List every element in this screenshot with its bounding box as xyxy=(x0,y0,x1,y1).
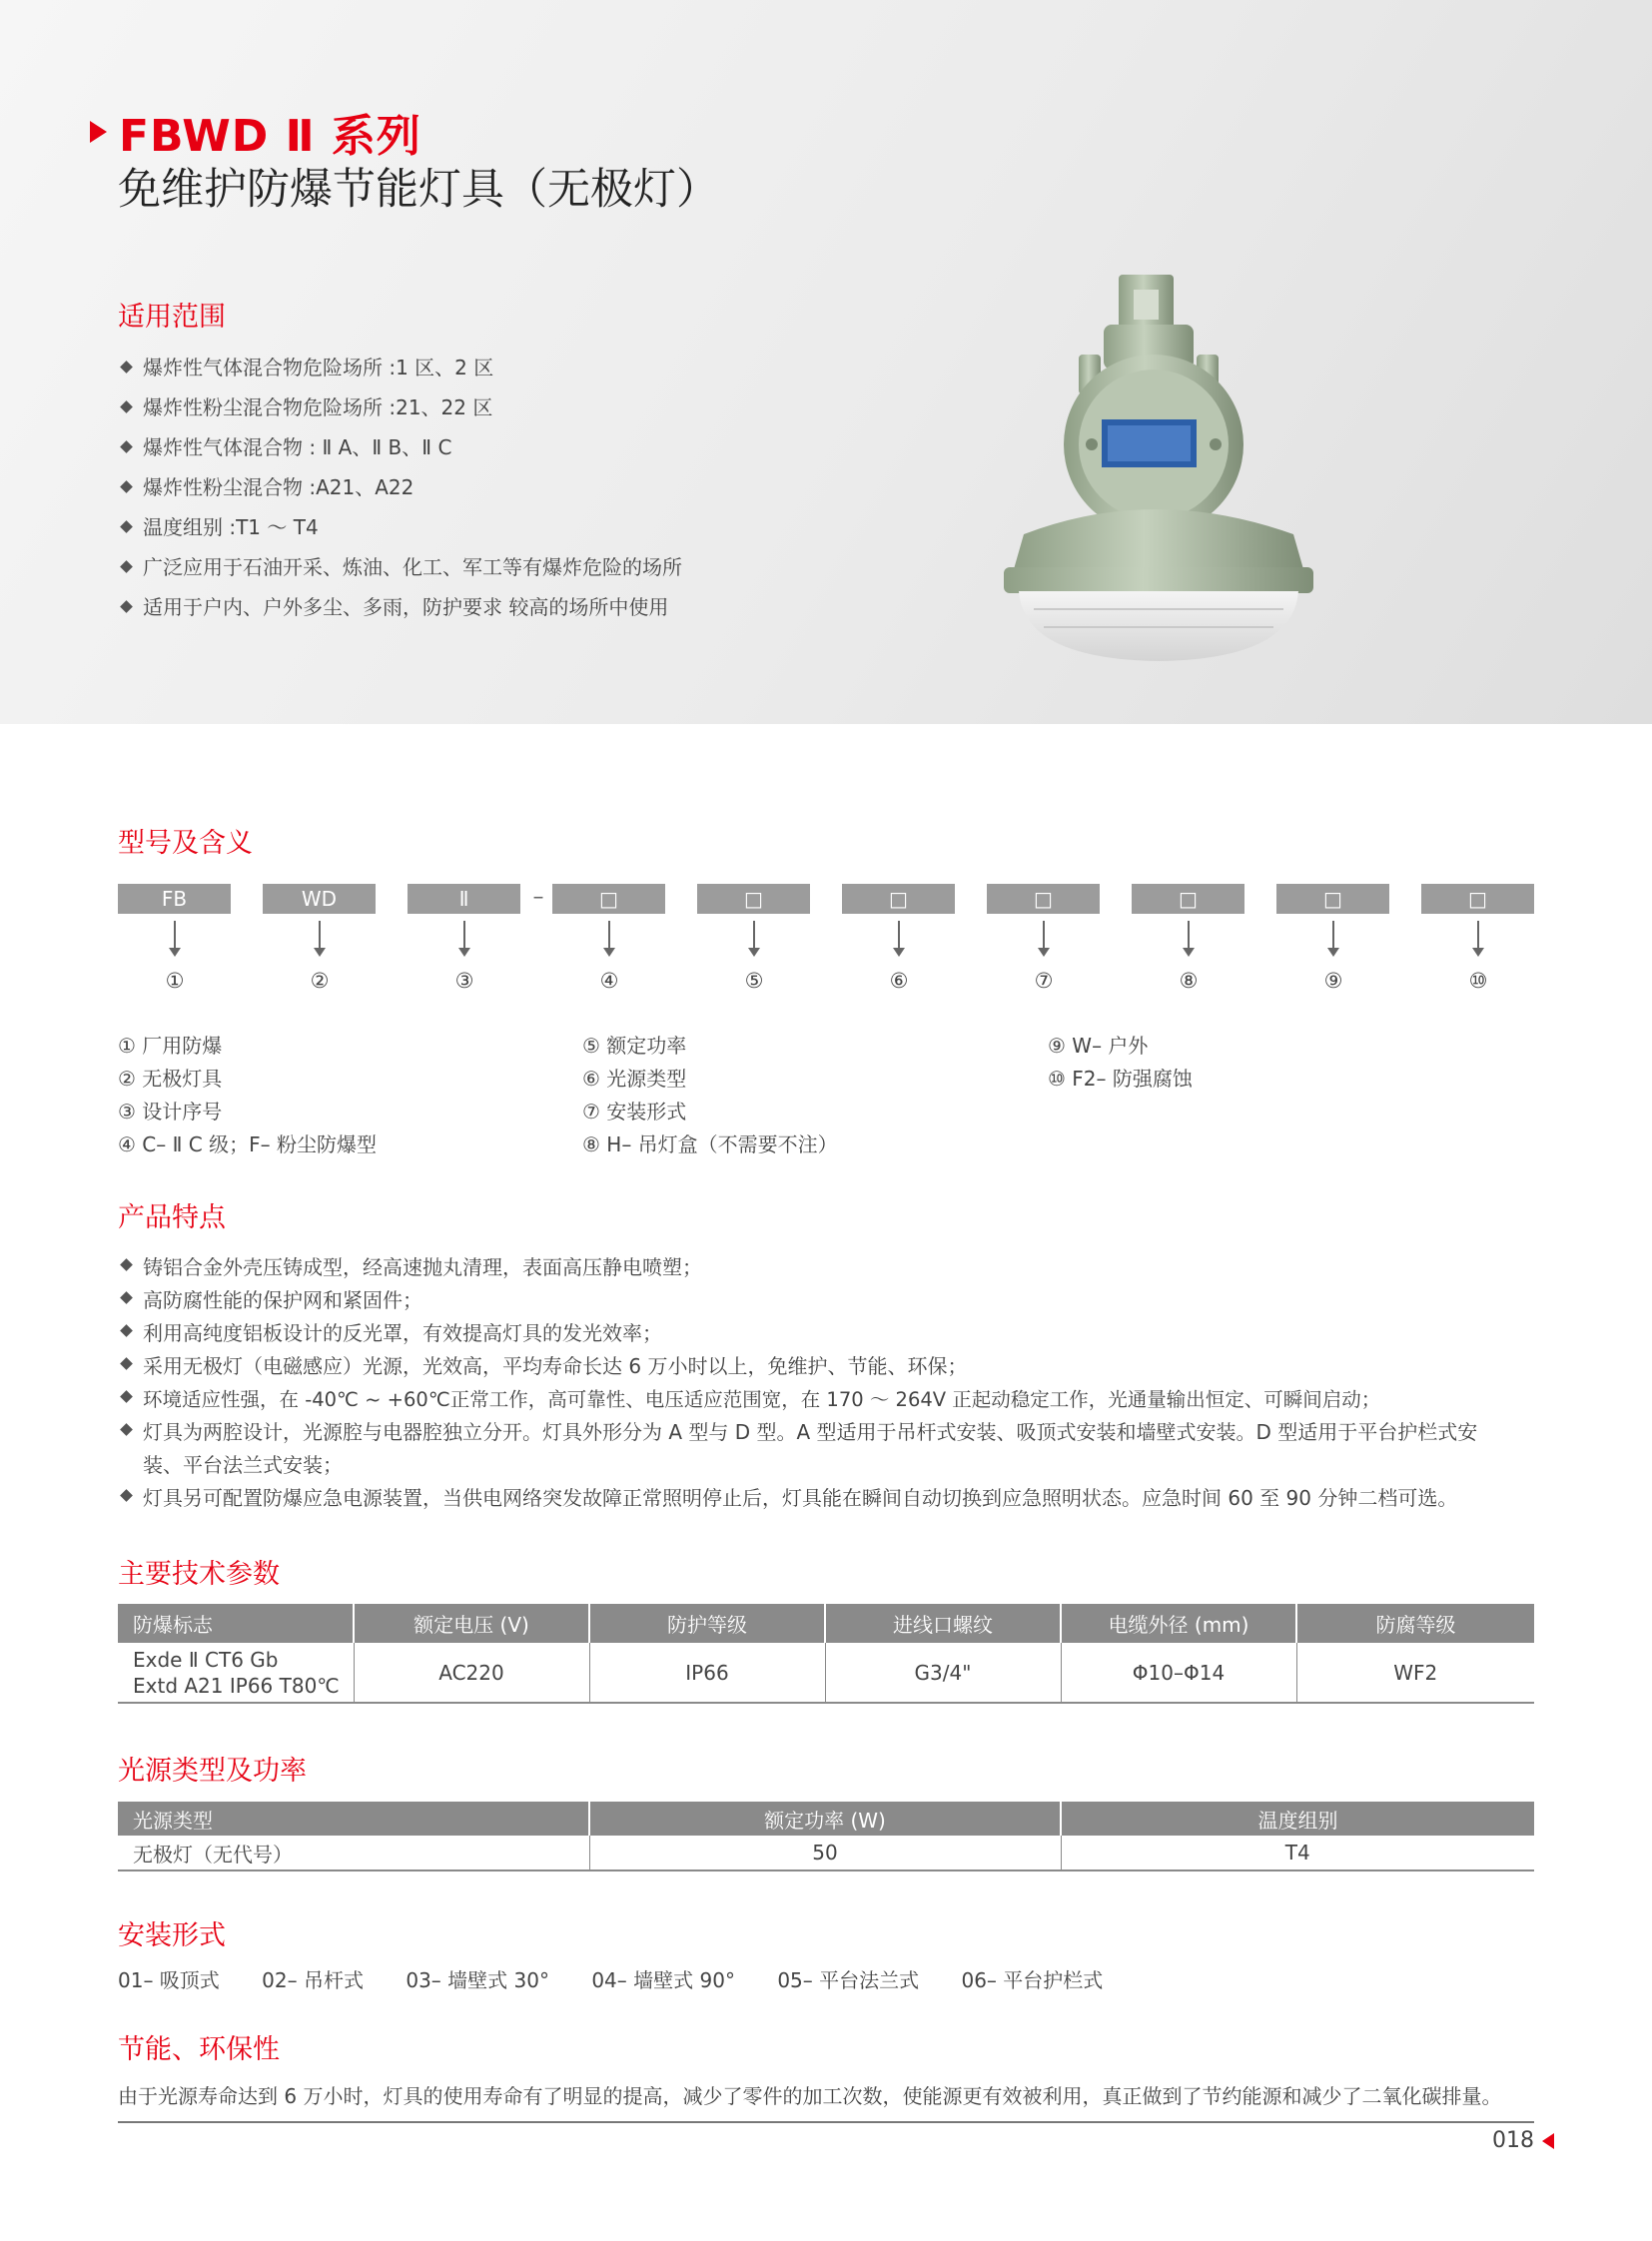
list-item: 广泛应用于石油开采、炼油、化工、军工等有爆炸危险的场所 xyxy=(118,553,682,593)
table-row xyxy=(118,1836,1534,1870)
down-arrow-icon xyxy=(1332,921,1334,951)
light-title: 光源类型及功率 xyxy=(118,1756,307,1787)
code-number: ⑤ xyxy=(744,969,764,993)
series-name: FBWD Ⅱ 系列 xyxy=(119,111,421,162)
mount-option: 04– 墙壁式 90° xyxy=(591,1968,735,1992)
diamond-bullet-icon xyxy=(120,1258,133,1271)
list-item: 适用于户内、户外多尘、多雨，防护要求 较高的场所中使用 xyxy=(118,593,682,633)
table-row xyxy=(118,1643,1534,1703)
column-header: 防腐等级 xyxy=(1296,1604,1534,1643)
light-table xyxy=(118,1802,1534,1871)
code-number: ⑩ xyxy=(1468,969,1488,993)
column-header: 额定电压 (V) xyxy=(354,1604,589,1643)
code-number: ① xyxy=(165,969,185,993)
model-code-row xyxy=(118,884,1534,914)
down-arrow-icon xyxy=(1043,921,1045,951)
diamond-bullet-icon xyxy=(120,600,133,613)
temp-class-cell: T4 xyxy=(1061,1836,1534,1870)
diamond-bullet-icon xyxy=(120,361,133,374)
table-header-row xyxy=(118,1604,1534,1643)
code-number: ② xyxy=(310,969,330,993)
code-number: ③ xyxy=(454,969,474,993)
list-item: 铸铝合金外壳压铸成型，经高速抛丸清理，表面高压静电喷塑； xyxy=(118,1251,1546,1284)
mount-option: 05– 平台法兰式 xyxy=(777,1968,920,1992)
diamond-bullet-icon xyxy=(120,440,133,453)
list-item: 利用高纯度铝板设计的反光罩，有效提高灯具的发光效率； xyxy=(118,1317,1546,1350)
meaning-column-1 xyxy=(118,1030,377,1161)
meaning-item: ⑦ 安装形式 xyxy=(582,1100,687,1123)
scope-title: 适用范围 xyxy=(118,302,226,333)
series-title xyxy=(90,100,421,164)
list-item: 采用无极灯（电磁感应）光源，光效高，平均寿命长达 6 万小时以上，免维护、节能、环保； xyxy=(118,1350,1546,1383)
list-item: 灯具为两腔设计，光源腔与电器腔独立分开。灯具外形分为 A 型与 D 型。A 型适用于吊杆式安装、吸顶式安装和墙壁式安装。D 型适用于平台护栏式安 装、平台法兰式安装； xyxy=(118,1416,1546,1482)
mount-option: 03– 墙壁式 30° xyxy=(406,1968,549,1992)
column-header: 防爆标志 xyxy=(118,1604,354,1643)
code-box: □ xyxy=(1276,884,1389,914)
meaning-item: ④ C– Ⅱ C 级；F– 粉尘防爆型 xyxy=(118,1132,377,1156)
footer-divider xyxy=(118,2121,1534,2123)
column-header: 进线口螺纹 xyxy=(825,1604,1061,1643)
down-arrow-icon xyxy=(463,921,465,951)
explosion-proof-lamp-image xyxy=(994,270,1323,669)
list-item: 灯具另可配置防爆应急电源装置，当供电网络突发故障正常照明停止后，灯具能在瞬间自动切换到应急照明状态。应急时间 60 至 90 分钟二档可选。 xyxy=(118,1482,1546,1515)
triangle-marker-icon xyxy=(1542,2133,1554,2149)
diamond-bullet-icon xyxy=(120,1423,133,1436)
list-item: 温度组别 :T1 ～ T4 xyxy=(118,513,682,553)
features-list xyxy=(118,1251,1546,1515)
code-box: Ⅱ xyxy=(408,884,520,914)
meaning-item: ② 无极灯具 xyxy=(118,1067,223,1091)
model-title: 型号及含义 xyxy=(118,828,253,859)
meaning-item: ⑤ 额定功率 xyxy=(582,1034,687,1058)
scope-list xyxy=(118,354,682,633)
mount-option: 06– 平台护栏式 xyxy=(961,1968,1104,1992)
diamond-bullet-icon xyxy=(120,1324,133,1337)
diamond-bullet-icon xyxy=(120,1291,133,1304)
meaning-item: ⑨ W– 户外 xyxy=(1048,1034,1149,1058)
eco-title: 节能、环保性 xyxy=(118,2034,280,2065)
diamond-bullet-icon xyxy=(120,400,133,413)
meaning-column-2 xyxy=(582,1030,838,1161)
light-type-cell: 无极灯（无代号） xyxy=(118,1836,589,1870)
column-header: 防护等级 xyxy=(589,1604,825,1643)
code-number: ⑥ xyxy=(889,969,909,993)
column-header: 温度组别 xyxy=(1061,1802,1534,1836)
code-box: □ xyxy=(842,884,955,914)
down-arrow-icon xyxy=(753,921,755,951)
diamond-bullet-icon xyxy=(120,1357,133,1370)
list-item: 爆炸性气体混合物危险场所 :1 区、2 区 xyxy=(118,354,682,393)
corrosion-cell: WF2 xyxy=(1296,1643,1534,1703)
list-item: 环境适应性强，在 -40℃ ~ +60℃正常工作，高可靠性、电压适应范围宽，在 170 ～ 264V 正起动稳定工作，光通量输出恒定、可瞬间启动； xyxy=(118,1383,1546,1416)
code-box: □ xyxy=(552,884,665,914)
code-number: ⑨ xyxy=(1323,969,1343,993)
down-arrow-icon xyxy=(319,921,321,951)
down-arrow-icon xyxy=(174,921,176,951)
ex-mark-cell: Exde Ⅱ CT6 Gb Extd A21 IP66 T80℃ xyxy=(118,1643,354,1703)
cable-cell: Φ10–Φ14 xyxy=(1061,1643,1296,1703)
table-header-row xyxy=(118,1802,1534,1836)
down-arrow-icon xyxy=(1477,921,1479,951)
mount-option: 02– 吊杆式 xyxy=(262,1968,364,1992)
list-item: 爆炸性粉尘混合物 :A21、A22 xyxy=(118,473,682,513)
product-name: 免维护防爆节能灯具（无极灯） xyxy=(118,165,719,215)
code-number: ④ xyxy=(599,969,619,993)
column-header: 额定功率 (W) xyxy=(589,1802,1061,1836)
meaning-item: ③ 设计序号 xyxy=(118,1100,223,1123)
power-cell: 50 xyxy=(589,1836,1061,1870)
code-dash: – xyxy=(532,885,544,910)
eco-paragraph: 由于光源寿命达到 6 万小时，灯具的使用寿命有了明显的提高，减少了零件的加工次数，使能源更有效被利用，真正做到了节约能源和减少了二氧化碳排量。 xyxy=(118,2084,1502,2108)
down-arrow-icon xyxy=(608,921,610,951)
meaning-column-3 xyxy=(1048,1030,1193,1096)
diamond-bullet-icon xyxy=(120,1390,133,1403)
code-box: FB xyxy=(118,884,231,914)
meaning-item: ⑧ H– 吊灯盒（不需要不注） xyxy=(582,1132,838,1156)
code-box: □ xyxy=(697,884,810,914)
meaning-item: ① 厂用防爆 xyxy=(118,1034,223,1058)
code-number: ⑧ xyxy=(1179,969,1199,993)
column-header: 电缆外径 (mm) xyxy=(1061,1604,1296,1643)
meaning-item: ⑩ F2– 防强腐蚀 xyxy=(1048,1067,1193,1091)
voltage-cell: AC220 xyxy=(354,1643,589,1703)
down-arrow-icon xyxy=(1188,921,1190,951)
code-box: □ xyxy=(1132,884,1244,914)
list-item: 高防腐性能的保护网和紧固件； xyxy=(118,1284,1546,1317)
code-box: WD xyxy=(263,884,376,914)
down-arrow-icon xyxy=(898,921,900,951)
mount-options xyxy=(118,1964,1139,1993)
code-box: □ xyxy=(987,884,1100,914)
diamond-bullet-icon xyxy=(120,560,133,573)
list-item: 爆炸性气体混合物 : Ⅱ A、Ⅱ B、Ⅱ C xyxy=(118,433,682,473)
meaning-item: ⑥ 光源类型 xyxy=(582,1067,687,1091)
column-header: 光源类型 xyxy=(118,1802,589,1836)
features-title: 产品特点 xyxy=(118,1202,226,1233)
ip-cell: IP66 xyxy=(589,1643,825,1703)
specs-title: 主要技术参数 xyxy=(118,1559,280,1590)
code-box: □ xyxy=(1421,884,1534,914)
specs-table xyxy=(118,1604,1534,1704)
diamond-bullet-icon xyxy=(120,480,133,493)
mount-title: 安装形式 xyxy=(118,1920,226,1951)
code-number: ⑦ xyxy=(1034,969,1054,993)
diamond-bullet-icon xyxy=(120,520,133,533)
mount-option: 01– 吸顶式 xyxy=(118,1968,220,1992)
thread-cell: G3/4" xyxy=(825,1643,1061,1703)
diamond-bullet-icon xyxy=(120,1489,133,1502)
list-item: 爆炸性粉尘混合物危险场所 :21、22 区 xyxy=(118,393,682,433)
triangle-marker-icon xyxy=(90,121,107,143)
page-number: 018 xyxy=(1492,2128,1554,2153)
